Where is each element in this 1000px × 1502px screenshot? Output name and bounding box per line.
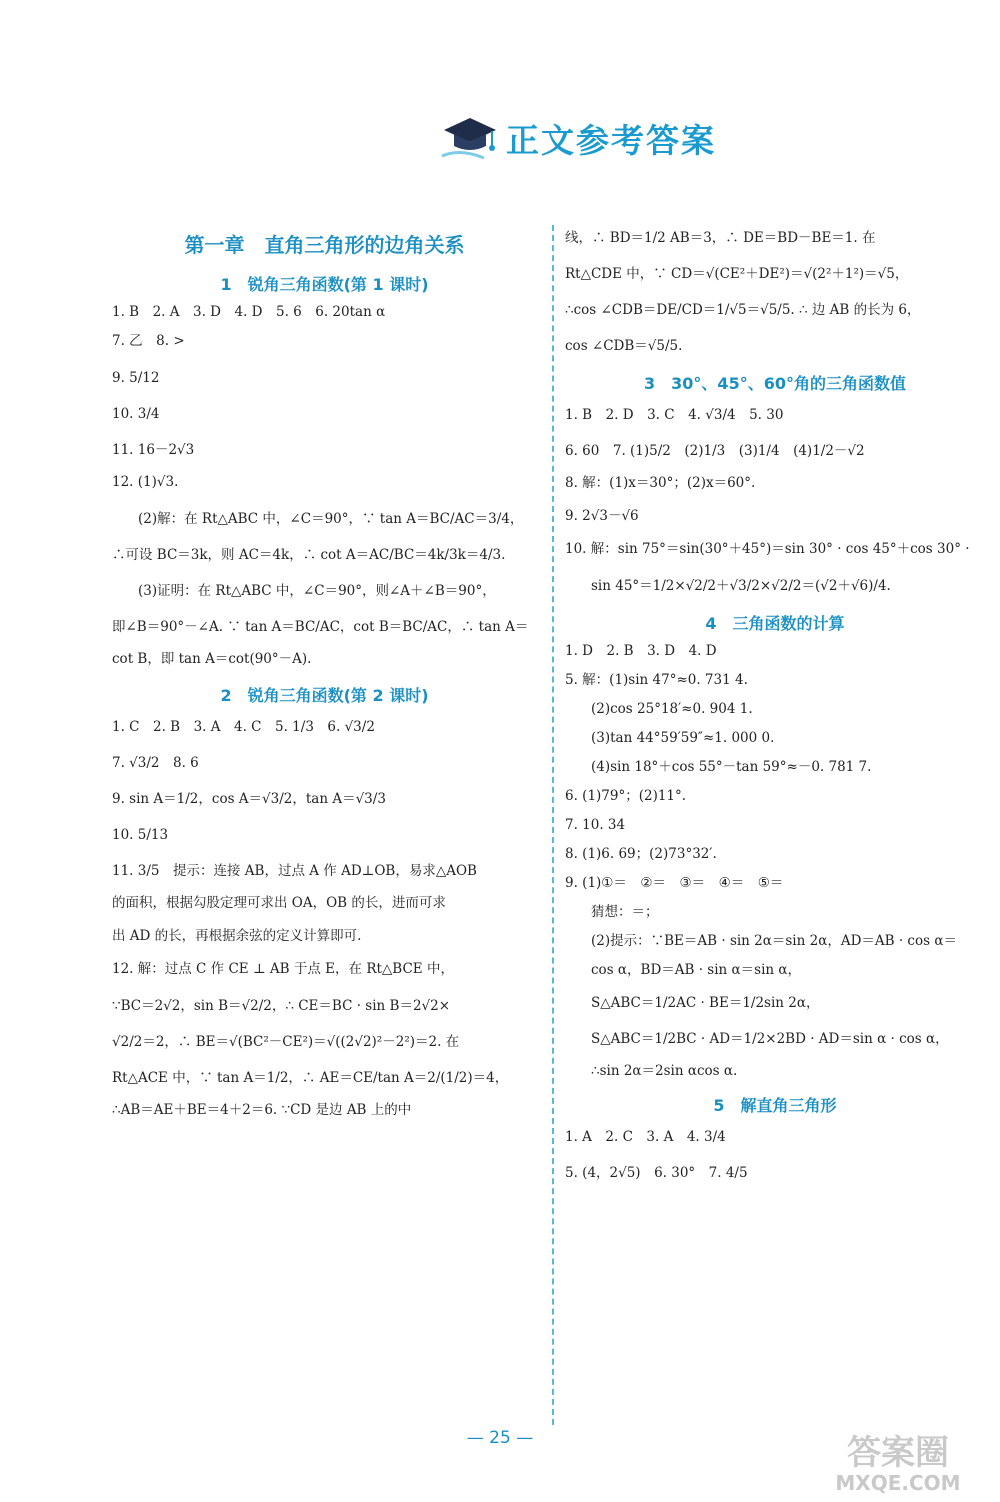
answer-line: S△ABC＝1/2AC · BE＝1/2sin 2α， <box>591 995 820 1011</box>
answer-line: sin 45°＝1/2×√2/2＋√3/2×√2/2＝(√2＋√6)/4. <box>591 578 891 594</box>
section-1-title: 1 锐角三角函数(第 1 课时) <box>220 275 429 294</box>
answer-line: 1. B 2. A 3. D 4. D 5. 6 6. 20tan α <box>112 304 386 320</box>
answer-line: 11. 16－2√3 <box>112 442 195 458</box>
watermark-logo <box>808 1426 988 1496</box>
answer-line: ∵BC＝2√2，sin B＝√2/2，∴ CE＝BC · sin B＝2√2× <box>112 998 451 1014</box>
page-title: 正文参考答案 <box>506 120 716 160</box>
answer-line: 的面积，根据勾股定理可求出 OA，OB 的长，进而可求 <box>112 895 446 911</box>
answer-line: (2)提示：∵BE＝AB · sin 2α＝sin 2α，AD＝AB · cos α＝ <box>591 933 957 949</box>
answer-line: 6. 60 7. (1)5/2 (2)1/3 (3)1/4 (4)1/2－√2 <box>565 443 865 459</box>
answer-line: 9. (1)①＝ ②＝ ③＝ ④＝ ⑤＝ <box>565 875 784 891</box>
answer-line: Rt△ACE 中，∵ tan A＝1/2，∴ AE＝CE/tan A＝2/(1/2)＝4， <box>112 1070 509 1086</box>
answer-line: ∴sin 2α＝2sin αcos α. <box>591 1063 738 1079</box>
answer-line: 8. (1)6. 69；(2)73°32′. <box>565 846 717 862</box>
answer-line: (2)解：在 Rt△ABC 中，∠C＝90°，∵ tan A＝BC/AC＝3/4， <box>138 511 524 527</box>
answer-line: 7. √3/2 8. 6 <box>112 755 199 771</box>
answer-line: 10. 5/13 <box>112 827 169 843</box>
answer-line: 出 AD 的长，再根据余弦的定义计算即可. <box>112 928 362 944</box>
answer-line: 1. A 2. C 3. A 4. 3/4 <box>565 1129 726 1145</box>
watermark-site: MXQE.COM <box>835 1471 961 1495</box>
answer-line: 8. 解：(1)x＝30°；(2)x＝60°. <box>565 475 756 491</box>
graduation-cap-icon <box>440 112 500 164</box>
answer-line: 1. B 2. D 3. C 4. √3/4 5. 30 <box>565 407 784 423</box>
answer-line: 10. 3/4 <box>112 406 160 422</box>
answer-line: cos α，BD＝AB · sin α＝sin α， <box>591 962 802 978</box>
answer-line: 10. 解：sin 75°＝sin(30°＋45°)＝sin 30° · cos 45°＋cos 30° · <box>565 541 970 557</box>
answer-line: 9. sin A＝1/2，cos A＝√3/2，tan A＝√3/3 <box>112 791 386 807</box>
chapter-title: 第一章 直角三角形的边角关系 <box>184 233 465 257</box>
section-4-title: 4 三角函数的计算 <box>705 614 845 633</box>
answer-line: 即∠B＝90°－∠A. ∵ tan A＝BC/AC，cot B＝BC/AC，∴ tan A＝ <box>112 619 529 635</box>
section-2-title: 2 锐角三角函数(第 2 课时) <box>220 686 429 705</box>
answer-line: 11. 3/5 提示：连接 AB，过点 A 作 AD⊥OB，易求△AOB <box>112 863 477 879</box>
watermark-text: 答案圈 <box>847 1433 949 1473</box>
answer-line: S△ABC＝1/2BC · AD＝1/2×2BD · AD＝sin α · cos α， <box>591 1031 949 1047</box>
answer-line: 线，∴ BD＝1/2 AB＝3，∴ DE＝BD－BE＝1. 在 <box>565 230 876 246</box>
answer-line: 1. C 2. B 3. A 4. C 5. 1/3 6. √3/2 <box>112 719 375 735</box>
answer-line: ∴可设 BC＝3k，则 AC＝4k，∴ cot A＝AC/BC＝4k/3k＝4/3. <box>112 547 506 563</box>
answer-line: 猜想：＝； <box>591 904 659 920</box>
answer-line: (3)tan 44°59′59″≈1. 000 0. <box>591 730 775 746</box>
answer-line: √2/2＝2，∴ BE＝√(BC²－CE²)＝√((2√2)²－2²)＝2. 在 <box>112 1034 460 1050</box>
answer-line: 9. 2√3－√6 <box>565 508 639 524</box>
answer-line: 9. 5/12 <box>112 370 160 386</box>
answer-line: cot B，即 tan A＝cot(90°－A). <box>112 651 312 667</box>
left-column <box>112 225 537 1134</box>
answer-line: cos ∠CDB＝√5/5. <box>565 338 683 354</box>
answer-line: 12. 解：过点 C 作 CE ⊥ AB 于点 E，在 Rt△BCE 中， <box>112 961 454 977</box>
answer-line: 5. 解：(1)sin 47°≈0. 731 4. <box>565 672 748 688</box>
answer-line: (4)sin 18°＋cos 55°－tan 59°≈－0. 781 7. <box>591 759 872 775</box>
right-column <box>565 225 985 1196</box>
answer-line: 12. (1)√3. <box>112 474 179 490</box>
answer-line: 1. D 2. B 3. D 4. D <box>565 643 717 659</box>
section-3-title: 3 30°、45°、60°角的三角函数值 <box>644 374 906 393</box>
section-5-title: 5 解直角三角形 <box>713 1096 837 1115</box>
answer-line: ∴cos ∠CDB＝DE/CD＝1/√5＝√5/5. ∴ 边 AB 的长为 6， <box>565 302 921 318</box>
page-header <box>440 108 716 168</box>
page-number: — 25 — <box>466 1428 534 1448</box>
answer-line: 7. 乙 8. > <box>112 333 185 349</box>
column-divider <box>552 225 554 1425</box>
answer-line: 6. (1)79°；(2)11°. <box>565 788 687 804</box>
answer-line: 7. 10. 34 <box>565 817 626 833</box>
answer-line: (3)证明：在 Rt△ABC 中，∠C＝90°，则∠A＋∠B＝90°， <box>138 583 496 599</box>
answer-line: ∴AB＝AE＋BE＝4＋2＝6. ∵CD 是边 AB 上的中 <box>112 1102 412 1118</box>
answer-line: (2)cos 25°18′≈0. 904 1. <box>591 701 753 717</box>
answer-line: 5. (4，2√5) 6. 30° 7. 4/5 <box>565 1165 748 1181</box>
answer-line: Rt△CDE 中，∵ CD＝√(CE²＋DE²)＝√(2²＋1²)＝√5， <box>565 266 909 282</box>
